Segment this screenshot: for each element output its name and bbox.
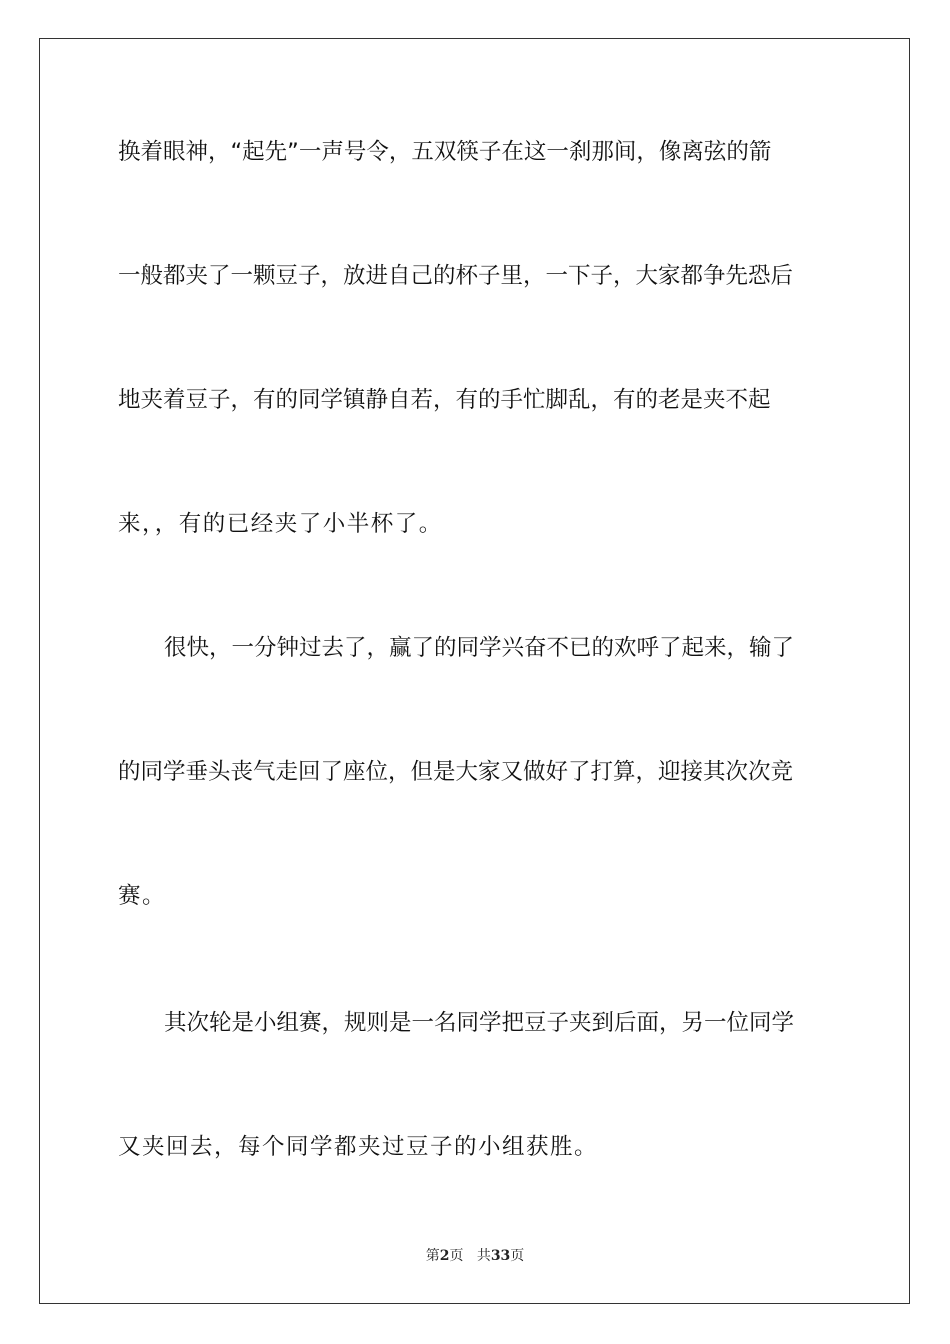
text-line: 又夹回去，每个同学都夹过豆子的小组获胜。 <box>118 1134 599 1160</box>
paragraph-first-line: 其次轮是小组赛，规则是一名同学把豆子夹到后面，另一位同学 <box>164 1010 795 1036</box>
page-border <box>39 38 910 1304</box>
text-line: 的同学垂头丧气走回了座位，但是大家又做好了打算，迎接其次次竞 <box>118 759 794 785</box>
page-footer <box>0 1247 950 1265</box>
text-line: 换着眼神，“起先”一声号令，五双筷子在这一刹那间，像离弦的箭 <box>118 139 772 165</box>
total-pages: 33 <box>490 1248 511 1264</box>
page-number: 2 <box>439 1248 450 1264</box>
total-prefix: 共 <box>476 1248 491 1264</box>
total-suffix: 页 <box>510 1248 525 1264</box>
text-line: 赛。 <box>118 883 167 909</box>
text-line: 来，，有的已经夹了小半杯了。 <box>118 511 443 537</box>
page-prefix: 第 <box>425 1248 440 1264</box>
text-line: 地夹着豆子，有的同学镇静自若，有的手忙脚乱，有的老是夹不起 <box>118 387 771 413</box>
paragraph-first-line: 很快，一分钟过去了，赢了的同学兴奋不已的欢呼了起来，输了 <box>164 635 795 661</box>
text-line: 一般都夹了一颗豆子，放进自己的杯子里，一下子，大家都争先恐后 <box>118 263 794 289</box>
page-suffix: 页 <box>449 1248 464 1264</box>
